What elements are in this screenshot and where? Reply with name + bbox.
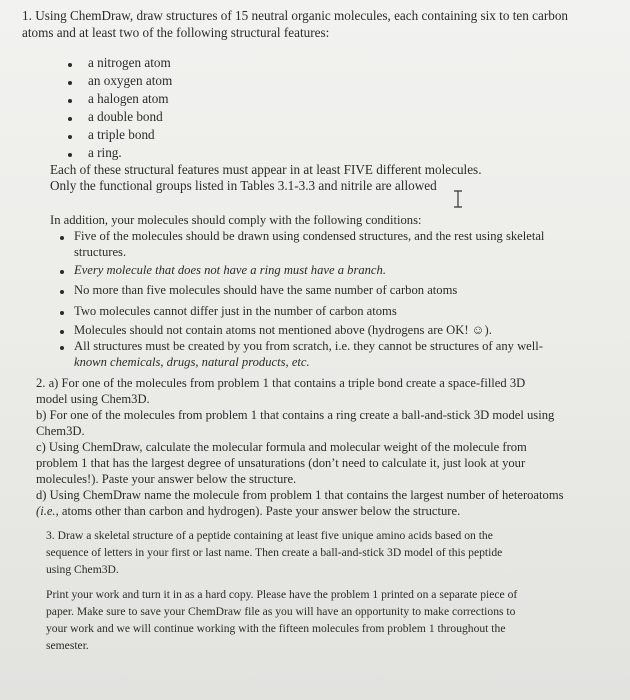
condition-item: No more than five molecules should have the same number of carbon atoms	[74, 283, 458, 297]
bullet-icon	[68, 153, 72, 157]
condition-item: Two molecules cannot differ just in the number of carbon atoms	[74, 304, 397, 318]
bullet-icon	[68, 81, 72, 85]
problem3-line1: 3. Draw a skeletal structure of a peptide containing at least five unique amino acids based on the	[46, 529, 493, 542]
text-cursor-icon	[452, 190, 464, 208]
bullet-icon	[60, 346, 64, 350]
problem2-c-line2: problem 1 that has the largest degree of unsaturations (don’t need to calculate it, just look at your	[36, 456, 526, 470]
closing-line1: Print your work and turn it in as a hard copy. Please have the problem 1 printed on a separate piece of	[46, 588, 518, 601]
bullet-icon	[68, 117, 72, 121]
condition-item: All structures must be created by you from scratch, i.e. they cannot be structures of any well-	[74, 339, 543, 353]
problem2-c-line3: molecules!). Paste your answer below the structure.	[36, 472, 297, 486]
ie-text: (i.e.,	[36, 504, 59, 518]
problem2-c-line1: c) Using ChemDraw, calculate the molecular formula and molecular weight of the molecule from	[36, 440, 527, 454]
bullet-icon	[60, 236, 64, 240]
problem1-intro-line1: 1. Using ChemDraw, draw structures of 15 neutral organic molecules, each containing six to ten carbon	[22, 8, 569, 23]
feature-item: a ring.	[88, 145, 122, 160]
each-feature-note: Each of these structural features must appear in at least FIVE different molecules.	[50, 162, 482, 177]
problem2-d-line1: d) Using ChemDraw name the molecule from problem 1 that contains the largest number of heteroatoms	[36, 488, 564, 502]
d-line2-rest: atoms other than carbon and hydrogen). Paste your answer below the structure.	[58, 504, 461, 518]
problem1-intro-line2: atoms and at least two of the following structural features:	[22, 25, 330, 40]
bullet-icon	[68, 63, 72, 67]
feature-item: a triple bond	[88, 127, 155, 142]
closing-line2: paper. Make sure to save your ChemDraw file as you will have an opportunity to make corrections to	[46, 605, 516, 618]
feature-item: an oxygen atom	[88, 73, 173, 88]
problem3-line3: using Chem3D.	[46, 563, 119, 576]
bullet-icon	[68, 135, 72, 139]
problem2-a-line1: 2. a) For one of the molecules from problem 1 that contains a triple bond create a space-filled 3D	[36, 376, 526, 390]
feature-item: a nitrogen atom	[88, 55, 171, 70]
conditions-intro: In addition, your molecules should comply with the following conditions:	[50, 213, 422, 227]
condition-item-cont: known chemicals, drugs, natural products, etc.	[74, 355, 310, 369]
problem2-d-line2	[36, 503, 460, 519]
bullet-icon	[60, 270, 64, 274]
bullet-icon	[60, 290, 64, 294]
allowed-groups-note: Only the functional groups listed in Tables 3.1-3.3 and nitrile are allowed	[50, 178, 437, 193]
bullet-icon	[60, 311, 64, 315]
feature-item: a halogen atom	[88, 91, 169, 106]
feature-item: a double bond	[88, 109, 163, 124]
problem2-a-line2: model using Chem3D.	[36, 392, 150, 406]
bullet-icon	[60, 330, 64, 334]
condition-item: Molecules should not contain atoms not mentioned above (hydrogens are OK! ☺).	[74, 323, 492, 337]
closing-line4: semester.	[46, 639, 89, 652]
problem2-b-line1: b) For one of the molecules from problem 1 that contains a ring create a ball-and-stick 3D model using	[36, 408, 555, 422]
problem2-b-line2: Chem3D.	[36, 424, 85, 438]
problem3-line2: sequence of letters in your first or last name. Then create a ball-and-stick 3D model of this peptide	[46, 546, 503, 559]
bullet-icon	[68, 99, 72, 103]
condition-item: Every molecule that does not have a ring must have a branch.	[74, 263, 386, 277]
closing-line3: your work and we will continue working with the fifteen molecules from problem 1 throughout the	[46, 622, 506, 635]
condition-item: Five of the molecules should be drawn using condensed structures, and the rest using skeletal	[74, 229, 545, 243]
condition-item-cont: structures.	[74, 245, 127, 259]
